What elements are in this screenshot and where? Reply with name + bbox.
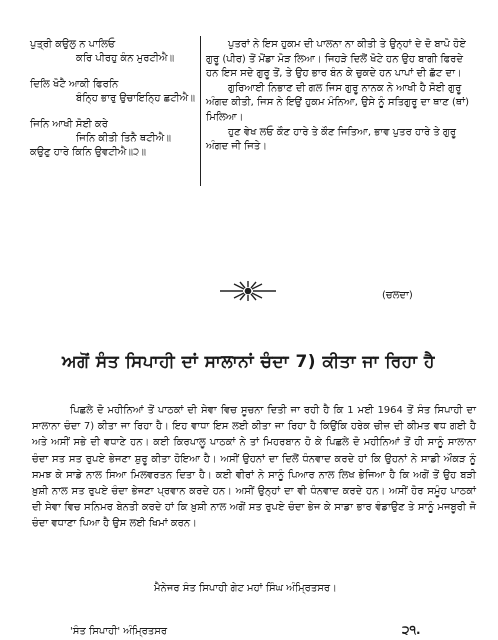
verse-line: ਬੰਨ੍ਹਿ ਭਾਰੁ ਉਚਾਇਨ੍ਹਿ ਛਟੀਐ॥ <box>76 93 195 104</box>
verse-explanation <box>206 38 478 155</box>
ornament-divider-icon <box>214 279 282 303</box>
verse-line: ਦਿਲਿ ਖੋਟੈ ਆਕੀ ਫਿਰਨਿ <box>30 79 119 90</box>
verse-line: ਜਿਨਿ ਆਖੀ ਸੋਈ ਕਰੇ <box>30 119 108 130</box>
continued-marker: (ਚਲਦਾ) <box>382 290 413 301</box>
gurbani-verses <box>30 38 200 172</box>
notice-heading: ਅਗੋਂ ਸੰਤ ਸਿਪਾਹੀ ਦਾਂ ਸਾਲਾਨਾਂ ਚੰਦਾ 7) ਕੀਤਾ ਜਾ ਰਿਹਾ ਹੈ <box>62 352 435 372</box>
notice-body: ਪਿਛਲੇ ਦੋ ਮਹੀਨਿਆਂ ਤੋਂ ਪਾਠਕਾਂ ਦੀ ਸੇਵਾ ਵਿਚ ਸੂਚਨਾ ਦਿਤੀ ਜਾ ਰਹੀ ਹੈ ਕਿ 1 ਮਈ 1964 ਤੋਂ ਸੰਤ ਸਿਪਾਹੀ ਦਾ ਸਾਲਾਨਾ ਚੰਦਾ 7) ਕੀਤਾ ਜਾ ਰਿਹਾ ਹੈ। ਇਹ ਵਾਧਾ ਇਸ ਲਈ ਕੀਤਾ ਜਾ ਰਿਹਾ ਹੈ ਕਿਉਂਕਿ ਹਰੇਕ ਚੀਜ਼ ਦੀ ਕੀਮਤ ਵਧ ਗਈ ਹੈ ਅਤੇ ਅਸੀਂ ਸਭੇ ਦੀ ਵਧਾਣੇ ਹਨ। ਕਈ ਕਿਰਪਾਲੂ ਪਾਠਕਾਂ ਨੇ ਤਾਂ ਮਿਹਰਬਾਨ ਹੋ ਕੇ ਪਿਛਲੇ ਦੋ ਮਹੀਨਿਆਂ ਤੋਂ ਹੀ ਸਾਨੂੰ ਸਾਲਾਨਾ ਚੰਦਾ ਸਤ ਸਤ ਰੁਪਏ ਭੇਜਣਾ ਸ਼ੁਰੂ ਕੀਤਾ ਹੋਇਆ ਹੈ। ਅਸੀਂ ਉਹਨਾਂ ਦਾ ਦਿਲੋਂ ਧੰਨਵਾਦ ਕਰਦੇ ਹਾਂ ਕਿ ਉਹਨਾਂ ਨੇ ਸਾਡੀ ਔਕੜ ਨੂੰ ਸਮਝ ਕੇ ਸਾਡੇ ਨਾਲ ਸਿਆ ਮਿਲਵਰਤਨ ਦਿਤਾ ਹੈ। ਕਈ ਵੀਰਾਂ ਨੇ ਸਾਨੂੰ ਪਿਆਰ ਨਾਲ ਲਿਖ ਭੇਜਿਆ ਹੈ ਕਿ ਅਗੋਂ ਤੋਂ ਉਹ ਬੜੀ ਖ਼ੁਸ਼ੀ ਨਾਲ ਸਤ ਰੁਪਏ ਚੰਦਾ ਭੇਜਣਾ ਪ੍ਰਵਾਨ ਕਰਦੇ ਹਨ। ਅਸੀਂ ਉਨ੍ਹਾਂ ਦਾ ਵੀ ਧੰਨਵਾਦ ਕਰਦੇ ਹਨ। ਅਸੀਂ ਹੋਰ ਸਮੂੰਹ ਪਾਠਕਾਂ ਦੀ ਸੇਵਾ ਵਿਚ ਸਨਿਮਰ ਬੇਨਤੀ ਕਰਦੇ ਹਾਂ ਕਿ ਖ਼ੁਸ਼ੀ ਨਾਲ ਅਗੋਂ ਸਤ ਰੁਪਏ ਚੰਦਾ ਭੇਜ ਕੇ ਸਾਡਾ ਭਾਰ ਵੰਡਾਉਣ ਤੇ ਸਾਨੂੰ ਮਜਬੂਰੀ ਜੋ ਚੰਦਾ ਵਧਾਣਾ ਪਿਆ ਹੈ ਉਸ ਲਈ ਖਿਮਾਂ ਕਰਨ। <box>32 405 476 530</box>
verse-line: ਪੁਤ੍ਰੀ ਕਉਲੁ ਨ ਪਾਲਿਓ <box>30 39 116 50</box>
explanation-paragraph-2: ਗੁਰਿਆਈ ਨਿਭਾਣ ਦੀ ਗਲ ਜਿਸ ਗੁਰੂ ਨਾਨਕ ਨੇ ਆਖੀ ਹੈ ਸੋਈ ਗੁਰੂ ਅੰਗਦ ਕੀਤੀ, ਜਿਸ ਨੇ ਇਉਂ ਹੁਕਮ ਮੰਨਿਆ, ਉਸੇ ਨੂੰ ਸਤਿਗੁਰੂ ਦਾ ਥਾਣ (ਥਾਂ) ਮਿਲਿਆ। <box>206 82 469 123</box>
verse-line: ਜਿਨਿ ਕੀਤੀ ਤਿਨੈ ਥਟੀਐ॥ <box>76 133 171 144</box>
page-number: ੨੧. <box>402 623 421 637</box>
verse-line: ਕਉਣੁ ਹਾਰੇ ਕਿਨਿ ਉਵਟੀਐ॥੨॥ <box>30 147 146 158</box>
verse-stanza-3 <box>30 118 200 160</box>
verse-stanza-1 <box>30 38 200 66</box>
manager-signature: ਮੈਨੇਜਰ ਸੰਤ ਸਿਪਾਹੀ ਗੇਟ ਮਹਾਂ ਸਿੰਘ ਅੰਮ੍ਰਿਤਸਰ। <box>154 583 337 594</box>
explanation-paragraph-3: ਹੁਣ ਵੇਖ ਲਓ ਕੌਣ ਹਾਰੇ ਤੇ ਕੌਣ ਜਿਤਿਆ, ਭਾਵ ਪੁਤਰ ਹਾਰੇ ਤੇ ਗੁਰੂ ਅੰਗਦ ਜੀ ਜਿਤੇ। <box>206 126 457 153</box>
verse-stanza-2 <box>30 78 200 106</box>
explanation-paragraph-1: ਪੁਤਰਾਂ ਨੇ ਇਸ ਹੁਕਮ ਦੀ ਪਾਲਨਾ ਨਾ ਕੀਤੀ ਤੇ ਉਨ੍ਹਾਂ ਦੇ ਦੋ ਬਾਪੋ ਹੋਏ ਗੁਰੂ (ਪੀਰ) ਤੋਂ ਮੋਂਡਾ ਮੋੜ ਲਿਆ। ਜਿਹੜੇ ਦਿਲੋਂ ਖੋਟੇ ਹਨ ਉਹ ਬਾਗੀ ਫਿਰਦੇ ਹਨ ਇਸ ਸਦੇ ਗੁਰੂ ਤੋਂ, ਤੇ ਉਹ ਭਾਰ ਬੰਨ ਕੇ ਚੁਕਦੇ ਹਨ ਪਾਪਾਂ ਦੀ ਛੱਟ ਦਾ। <box>206 39 466 80</box>
footer-publication: 'ਸੰਤ ਸਿਪਾਹੀ' ਅੰਮ੍ਰਿਤਸਰ <box>70 626 168 637</box>
column-divider <box>200 36 201 186</box>
verse-line: ਕਰਿ ਪੀਰਹੁ ਕੰਨ ਮੁਰਟੀਐ॥ <box>76 53 175 64</box>
